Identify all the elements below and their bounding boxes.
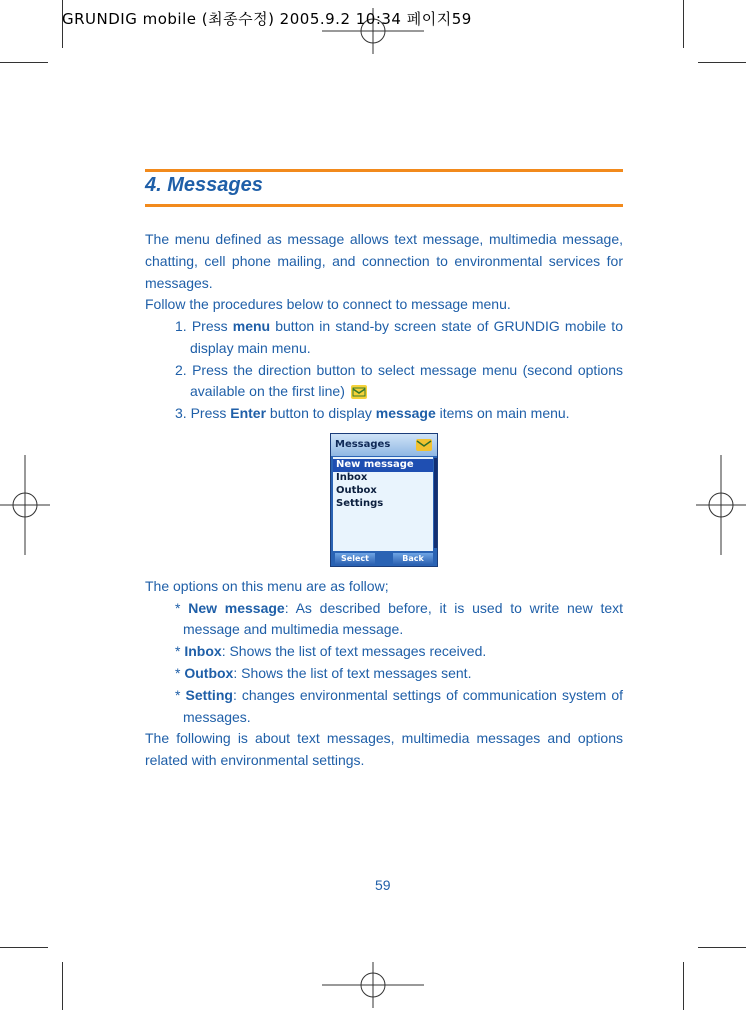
intro-line: messages. <box>145 275 213 291</box>
step-1-cont: display main menu. <box>190 340 311 356</box>
page-number: 59 <box>375 877 391 893</box>
option-new-message-cont: message and multimedia message. <box>183 621 404 637</box>
phone-menu <box>333 457 433 551</box>
step-2-cont: available on the first line) <box>190 380 367 402</box>
registration-mark-bottom <box>322 962 424 1008</box>
phone-title: Messages <box>335 439 391 450</box>
phone-screen <box>330 433 438 567</box>
crop-mark <box>683 962 684 1010</box>
menu-item-inbox[interactable]: Inbox <box>336 472 368 483</box>
option-inbox: * Inbox: Shows the list of text messages received. <box>175 643 487 659</box>
intro-line: chatting, cell phone mailing, and connection to environmental services for <box>145 253 623 269</box>
softkey-back[interactable]: Back <box>393 553 433 565</box>
closing-line: related with environmental settings. <box>145 752 365 768</box>
registration-mark-left <box>0 455 50 555</box>
crop-mark <box>683 0 684 48</box>
crop-mark <box>0 947 48 948</box>
phone-header <box>331 434 437 456</box>
step-3-keyword-2: message <box>375 405 436 421</box>
step-3-keyword: Enter <box>230 405 267 421</box>
intro-line: Follow the procedures below to connect to message menu. <box>145 296 511 312</box>
crop-mark <box>698 62 746 63</box>
messages-menu-icon <box>351 385 367 399</box>
option-setting: * Setting: changes environmental settings of communication system of <box>175 687 623 703</box>
crop-mark <box>698 947 746 948</box>
registration-mark-right <box>696 455 746 555</box>
options-intro: The options on this menu are as follow; <box>145 578 389 594</box>
step-3: 3. Press Enter button to display message items on main menu. <box>175 405 570 421</box>
print-slug: GRUNDIG mobile (최종수정) 2005.9.2 10:34 페이지59 <box>62 10 472 28</box>
step-2: 2. Press the direction button to select message menu (second options <box>175 362 623 378</box>
menu-item-outbox[interactable]: Outbox <box>336 485 377 496</box>
crop-mark <box>0 62 48 63</box>
softkey-select[interactable]: Select <box>335 553 375 565</box>
crop-mark <box>62 962 63 1010</box>
option-outbox: * Outbox: Shows the list of text messages sent. <box>175 665 472 681</box>
closing-line: The following is about text messages, multimedia messages and options <box>145 730 623 746</box>
intro-line: The menu defined as message allows text message, multimedia message, <box>145 231 623 247</box>
page-title: 4. Messages <box>145 174 263 196</box>
menu-item-settings[interactable]: Settings <box>336 498 384 509</box>
phone-scrollbar <box>434 458 437 548</box>
heading-rule-top <box>145 169 623 172</box>
messages-envelope-icon <box>415 436 433 454</box>
option-new-message: * New message: As described before, it is used to write new text <box>175 600 624 616</box>
heading-rule-bottom <box>145 204 623 207</box>
menu-item-new-message[interactable]: New message <box>336 459 414 470</box>
option-setting-cont: messages. <box>183 709 251 725</box>
step-1-keyword: menu <box>232 318 271 334</box>
step-1: 1. Press menu button in stand-by screen state of GRUNDIG mobile to <box>175 318 623 334</box>
